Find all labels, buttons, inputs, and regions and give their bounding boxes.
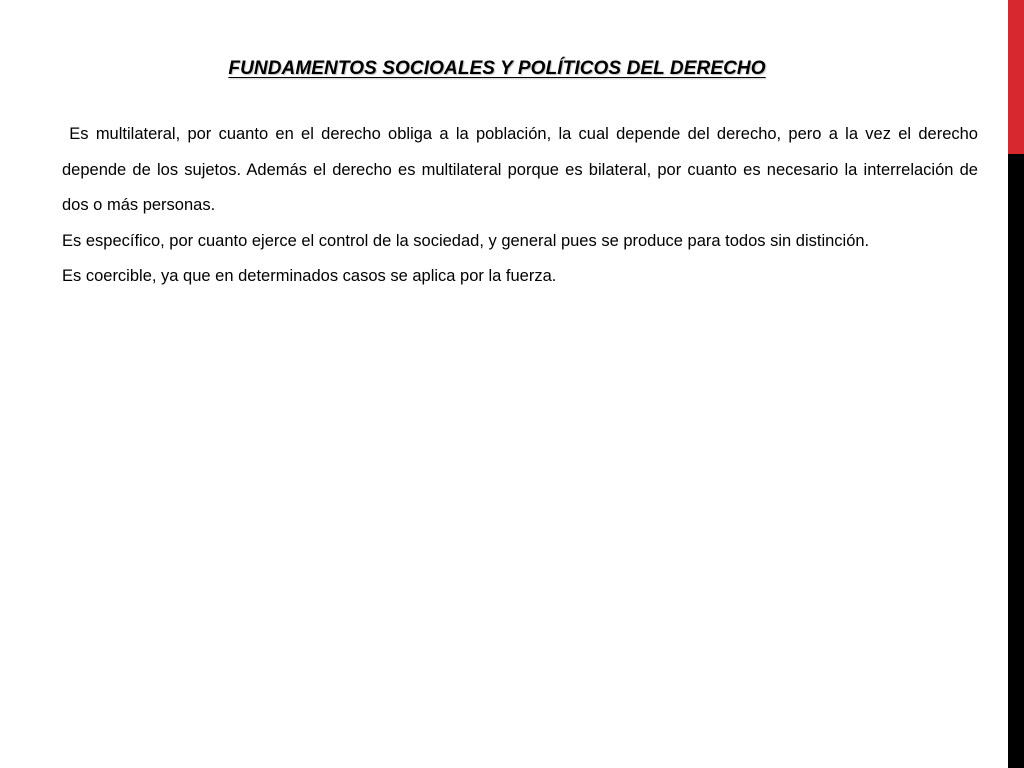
paragraph-multilateral: Es multilateral, por cuanto en el derecho obliga a la población, la cual depende del derecho, pero a la vez el derecho depende de los sujetos. Además el derecho es multilateral porque es bilateral, por cuanto es necesario la interrelación de dos o más personas. — [62, 125, 983, 214]
paragraph-coercible: Es coercible, ya que en determinados casos se aplica por la fuerza. — [62, 267, 557, 285]
accent-bar-red — [1008, 0, 1024, 154]
slide-title: FUNDAMENTOS SOCIOALES Y POLÍTICOS DEL DERECHO — [228, 58, 766, 79]
accent-bar-black — [1008, 154, 1024, 768]
paragraph-especifico: Es específico, por cuanto ejerce el control de la sociedad, y general pues se produce para todos sin distinción. — [62, 231, 870, 250]
slide-body — [62, 117, 983, 295]
